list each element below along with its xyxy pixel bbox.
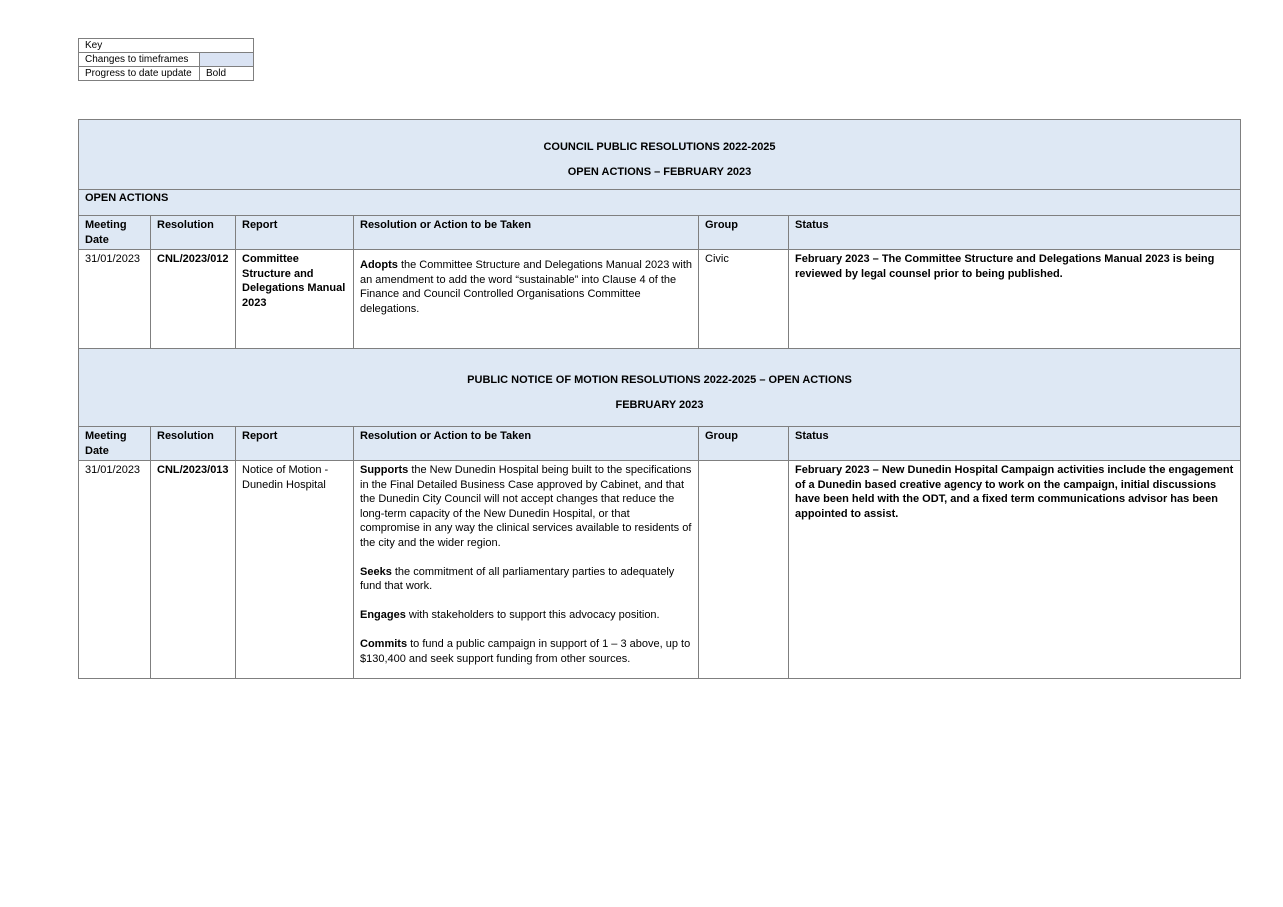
col-header-report: Report: [236, 427, 354, 461]
col-header-action: Resolution or Action to be Taken: [354, 427, 699, 461]
key-value-progress: Bold: [200, 67, 254, 81]
action-paragraph: [360, 565, 692, 594]
action-lead-verb: Engages: [360, 609, 406, 621]
col-header-resolution: Resolution: [151, 216, 236, 250]
col-header-meeting-date: Meeting Date: [79, 216, 151, 250]
section1-subtitle: OPEN ACTIONS – FEBRUARY 2023: [567, 165, 752, 178]
section2-subtitle: FEBRUARY 2023: [615, 398, 704, 411]
table-row: [79, 250, 1241, 349]
col-header-meeting-date: Meeting Date: [79, 427, 151, 461]
cell-report: Notice of Motion - Dunedin Hospital: [236, 461, 354, 679]
open-actions-label: OPEN ACTIONS: [79, 190, 1241, 216]
resolutions-table: [78, 119, 1241, 679]
col-header-resolution: Resolution: [151, 427, 236, 461]
action-text: with stakeholders to support this advocacy position.: [405, 609, 660, 621]
key-label-progress: Progress to date update: [79, 67, 200, 81]
col-header-report: Report: [236, 216, 354, 250]
section2-header-row: [79, 427, 1241, 461]
cell-status: February 2023 – The Committee Structure and Delegations Manual 2023 is being reviewed by legal counsel prior to being published.: [789, 250, 1241, 349]
action-text: the commitment of all parliamentary parties to adequately fund that work.: [360, 565, 675, 592]
table-row: [79, 461, 1241, 679]
action-lead-verb: Supports: [360, 464, 409, 476]
cell-status: February 2023 – New Dunedin Hospital Campaign activities include the engagement of a Dunedin based creative agency to work on the campaign, initial discussions have been held with the ODT, and a fixed term communications advisor has been appointed to assist.: [789, 461, 1241, 679]
action-paragraph: [360, 463, 692, 550]
key-label-timeframes: Changes to timeframes: [79, 53, 200, 67]
col-header-status: Status: [789, 427, 1241, 461]
cell-action: [354, 250, 699, 349]
col-header-group: Group: [699, 427, 789, 461]
action-text: the Committee Structure and Delegations Manual 2023 with an amendment to add the word “sustainable” into Clause 4 of the Finance and Council Controlled Organisations Committee delegations.: [360, 259, 692, 315]
section1-subheading-row: [79, 190, 1241, 216]
cell-resolution: CNL/2023/012: [151, 250, 236, 349]
cell-resolution: CNL/2023/013: [151, 461, 236, 679]
key-table: [78, 38, 254, 81]
cell-group: [699, 461, 789, 679]
key-swatch-timeframes: [200, 53, 254, 67]
section2-heading-band: [79, 349, 1241, 427]
section1-heading-band: [79, 120, 1241, 190]
col-header-group: Group: [699, 216, 789, 250]
action-lead-verb: Adopts: [360, 259, 398, 271]
cell-meeting-date: 31/01/2023: [79, 461, 151, 679]
action-paragraph: [360, 608, 692, 623]
section2-title: PUBLIC NOTICE OF MOTION RESOLUTIONS 2022-2025 – OPEN ACTIONS: [467, 374, 852, 386]
cell-group: Civic: [699, 250, 789, 349]
section1-header-row: [79, 216, 1241, 250]
cell-meeting-date: 31/01/2023: [79, 250, 151, 349]
col-header-status: Status: [789, 216, 1241, 250]
action-lead-verb: Seeks: [360, 565, 392, 578]
cell-report: Committee Structure and Delegations Manual 2023: [236, 250, 354, 349]
action-lead-verb: Commits: [360, 638, 408, 650]
action-text: to fund a public campaign in support of 1 – 3 above, up to $130,400 and seek support funding from other sources.: [360, 638, 691, 665]
cell-action: [354, 461, 699, 679]
action-text: the New Dunedin Hospital being built to the specifications in the Final Detailed Business Case approved by Cabinet, and that the Dunedin City Council will not accept changes that reduce the long-term capacity of the New Dunedin Hospital, or that compromise in any way the clinical services available to residents of the city and the wider region.: [360, 464, 692, 549]
col-header-action: Resolution or Action to be Taken: [354, 216, 699, 250]
action-paragraph: [360, 637, 692, 666]
key-title: Key: [79, 39, 254, 53]
section1-title: COUNCIL PUBLIC RESOLUTIONS 2022-2025: [543, 141, 776, 153]
